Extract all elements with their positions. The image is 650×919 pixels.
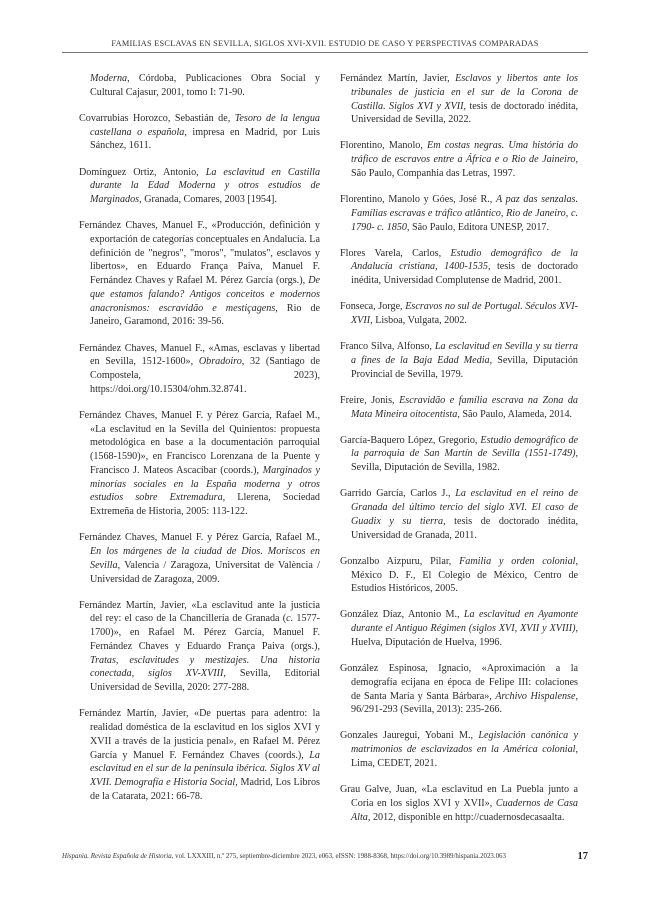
- entry-title-italic: Tratas, esclavitudes y mestizajes. Una historia conectada, siglos XV-XVIII: [90, 654, 320, 680]
- bibliography-entry: [79, 72, 320, 100]
- footer-journal-title: Hispania. Revista Española de Historia: [62, 853, 172, 860]
- bibliography-entry: [79, 112, 320, 153]
- entry-text: González Espinosa, Ignacio, «Aproximación a la demografía ecijana en época de Felipe III: colaciones de Santa María y Santa Bárbara»,: [340, 663, 578, 702]
- entry-text: , Sevilla, Diputación de Sevilla, 1982.: [351, 448, 578, 474]
- entry-text: , Sevilla, Editorial Universidad de Sevilla, 2020: 277-288.: [90, 668, 320, 694]
- header-rule: [62, 52, 588, 53]
- bibliography-entry: [340, 783, 578, 824]
- entry-text: , Lisboa, Vulgata, 2002.: [370, 315, 467, 327]
- bibliography-entry: [79, 409, 320, 519]
- entry-title-italic: Marginados y minorías sociales en la España moderna y otros estudios sobre Extremadura: [90, 464, 320, 504]
- entry-title-italic: Familia y orden colonial: [459, 555, 576, 567]
- entry-title-italic: Estudio demográfico de la parroquia de San Martín de Sevilla (1551-1749): [351, 434, 578, 460]
- entry-text: Fonseca, Jorge,: [340, 301, 406, 313]
- entry-text: , Granada, Comares, 2003 [1954].: [139, 194, 277, 206]
- entry-text: , Lima, CEDET, 2021.: [351, 744, 578, 769]
- entry-title-italic: c.: [286, 613, 294, 625]
- right-reference-list: [340, 72, 578, 824]
- bibliography-entry: [340, 729, 578, 770]
- entry-title-italic: Escravidão e família escrava na Zona da Mata Mineira oitocentista: [351, 394, 578, 420]
- entry-text: 1577-1700)», en Rafael M. Pérez García, Manuel F. Fernández Chaves y Eduardo França Paiva (orgs.),: [90, 613, 320, 652]
- running-header: FAMILIAS ESCLAVAS EN SEVILLA, SIGLOS XVI-XVII. ESTUDIO DE CASO Y PERSPECTIVAS COMPARADAS: [111, 39, 539, 48]
- entry-text: Gonzalbo Aizpuru, Pilar,: [340, 555, 460, 567]
- bibliography-entry: [340, 555, 578, 596]
- entry-text: , 32 (Santiago de Compostela, 2023), https://doi.org/10.15304/ohm.32.8741.: [90, 356, 320, 395]
- bibliography-entry: [340, 193, 578, 234]
- entry-text: Flores Varela, Carlos,: [340, 247, 451, 259]
- entry-text: Freire, Jonis,: [340, 394, 400, 406]
- entry-text: , México D. F., El Colegio de México, Centro de Estudios Históricos, 2005.: [351, 555, 578, 595]
- entry-title-italic: Obradoiro: [198, 356, 242, 368]
- entry-text: , 96/291-293 (Sevilla, 2013): 235-266.: [351, 690, 578, 716]
- entry-text: , tesis de doctorado inédita, Universidad de Sevilla, 2022.: [351, 100, 578, 126]
- right-column: [340, 72, 578, 837]
- left-column: [79, 72, 320, 816]
- entry-text: Fernández Martín, Javier, «La esclavitud ante la justicia del rey: el caso de la Chancillería de Granada (: [79, 599, 320, 625]
- bibliography-entry: [340, 487, 578, 542]
- entry-title-italic: En los márgenes de la ciudad de Dios. Moriscos en Sevilla: [90, 546, 320, 571]
- entry-text: Fernández Martín, Javier,: [340, 73, 456, 84]
- entry-text: González Díaz, Antonio M.,: [340, 609, 464, 621]
- entry-text: Fernández Chaves, Manuel F., «Amas, esclavas y libertad en Sevilla, 1512-1600»,: [79, 342, 320, 368]
- entry-text: Garrido García, Carlos J.,: [340, 488, 456, 500]
- entry-title-italic: Legislación canónica y matrimonios de esclavizados en la América colonial: [351, 730, 578, 756]
- bibliography-entry: [79, 599, 320, 695]
- bibliography-entry: [79, 219, 320, 329]
- entry-text: , tesis de doctorado inédita, Universidad Complutense de Madrid, 2001.: [351, 261, 578, 287]
- page-number: 17: [577, 851, 588, 862]
- entry-title-italic: A paz das senzalas. Famílias escravas e tráfico atlântico, Rio de Janeiro, c. 1790- c. 1850: [351, 194, 578, 233]
- entry-text: Fernández Martín, Javier, «De puertas para adentro: la realidad doméstica de la esclavitud en los siglos XVI y XVII a través de la justicia penal», en Rafael M. Pérez García y Manuel F. Fernández Chaves (coords.),: [79, 708, 320, 761]
- entry-text: , 2012, disponible en http://cuadernosdecasaalta.: [367, 811, 565, 823]
- bibliography-entry: [340, 608, 578, 649]
- bibliography-entry: [79, 166, 320, 207]
- entry-title-italic: Cuadernos de Casa Alta: [351, 797, 578, 823]
- entry-text: , São Paulo, Companhia das Letras, 1997.: [351, 154, 578, 179]
- entry-title-italic: Esclavos y libertos ante los tribunales de justicia en el sur de la Corona de Castilla. Siglos XVI y XVII: [351, 73, 578, 112]
- bibliography-entry: [79, 531, 320, 586]
- entry-text: , Córdoba, Publicaciones Obra Social y Cultural Cajasur, 2001, tomo I: 71-90.: [90, 73, 320, 98]
- bibliography-entry: [340, 394, 578, 422]
- entry-text: , São Paulo, Alameda, 2014.: [457, 408, 573, 420]
- entry-title-italic: Moderna: [90, 73, 128, 84]
- entry-text: , Valencia / Zaragoza, Universitat de València / Universidad de Zaragoza, 2009.: [90, 559, 320, 585]
- bibliography-entry: [340, 247, 578, 288]
- entry-title-italic: De que estamos falando? Antigos conceitos e modernos anacronismos: escravidão e mestiçagens: [90, 275, 320, 314]
- entry-text: , tesis de doctorado inédita, Universidad de Granada, 2011.: [351, 515, 578, 541]
- entry-text: , Huelva, Diputación de Huelva, 1996.: [351, 623, 578, 648]
- footer-citation: , vol. LXXXIII, n.º 275, septiembre-diciembre 2023, e063, eISSN: 1988-8368, https://doi.org/10.3989/hispania.2023.063: [171, 853, 506, 860]
- entry-text: , Rio de Janeiro, Garamond, 2016: 39-56.: [90, 302, 321, 328]
- bibliography-entry: [340, 340, 578, 381]
- entry-title-italic: Archivo Hispalense: [495, 690, 576, 702]
- entry-text: Fernández Chaves, Manuel F. y Pérez García, Rafael M.,: [79, 532, 320, 544]
- bibliography-entry: [340, 300, 578, 328]
- entry-text: Domínguez Ortiz, Antonio,: [79, 166, 206, 178]
- bibliography-entry: [340, 72, 578, 127]
- entry-text: , São Paulo, Editora UNESP, 2017.: [406, 221, 549, 233]
- bibliography-entry: [340, 434, 578, 475]
- entry-text: García-Baquero López, Gregorio,: [340, 434, 481, 446]
- entry-title-italic: Estudio demográfico de la Andalucía cristiana, 1400-1535: [351, 247, 578, 273]
- entry-title-italic: La esclavitud en Castilla durante la Edad Moderna y otros estudios de Marginados: [90, 166, 321, 206]
- entry-text: Franco Silva, Alfonso,: [340, 341, 435, 353]
- entry-title-italic: La esclavitud en Sevilla y su tierra a fines de la Baja Edad Media: [351, 341, 578, 366]
- entry-title-italic: La esclavitud en Ayamonte durante el Antiguo Régimen (siglos XVI, XVII y XVIII): [351, 609, 578, 635]
- page-footer: [62, 853, 588, 860]
- entry-title-italic: La esclavitud en el sur de la península ibérica. Siglos XV al XVII. Demografía e Historia Social: [90, 749, 320, 789]
- bibliography-entry: [79, 707, 320, 803]
- entry-title-italic: Tesoro de la lengua castellana o española: [90, 112, 320, 138]
- entry-text: Covarrubias Horozco, Sebastián de,: [79, 112, 235, 124]
- entry-text: Fernández Chaves, Manuel F., «Producción, definición y exportación de categorías conceptuales en Andalucía. La definición de "negros", "moros", "mulatos", esclavos y libertos», en Eduardo França Paiva, Manuel F. Fernández Chaves y Rafael M. Pérez García (orgs.),: [79, 220, 320, 287]
- entry-title-italic: La esclavitud en el reino de Granada del último tercio del siglo XVI. El caso de Guadix y su tierra: [351, 488, 578, 527]
- entry-text: Grau Galve, Juan, «La esclavitud en La Puebla junto a Coria en los siglos XVI y XVII»,: [340, 784, 578, 809]
- entry-text: Florentino, Manolo y Góes, José R.,: [340, 194, 496, 206]
- entry-text: , Llerena, Sociedad Extremeña de Historia, 2005: 113-122.: [90, 492, 320, 518]
- entry-text: Gonzales Jauregui, Yobani M.,: [340, 730, 479, 742]
- entry-text: Florentino, Manolo,: [340, 140, 428, 152]
- entry-text: Fernández Chaves, Manuel F. y Pérez García, Rafael M., «La esclavitud en la Sevilla del Quinientos: propuesta metodológica en base a la documentación parroquial (1568-1590)», en Francisco Lorenzana de la Puente y Francisco J. Mateos Ascacíbar (coords.),: [79, 409, 320, 476]
- entry-text: , impresa en Madrid, por Luis Sánchez, 1611.: [90, 126, 320, 152]
- bibliography-entry: [340, 139, 578, 180]
- bibliography-entry: [79, 342, 320, 397]
- entry-text: , Madrid, Los Libros de la Catarata, 2021: 66-78.: [90, 777, 320, 802]
- bibliography-entry: [340, 662, 578, 717]
- entry-text: , Sevilla, Diputación Provincial de Sevilla, 1979.: [351, 354, 578, 380]
- entry-title-italic: Escravos no sul de Portugal. Séculos XVI-XVII: [351, 301, 578, 327]
- left-reference-list: [79, 72, 320, 804]
- entry-title-italic: Em costas negras. Uma história do tráfico de escravos entre a África e o Rio de Jaineiro: [351, 140, 578, 166]
